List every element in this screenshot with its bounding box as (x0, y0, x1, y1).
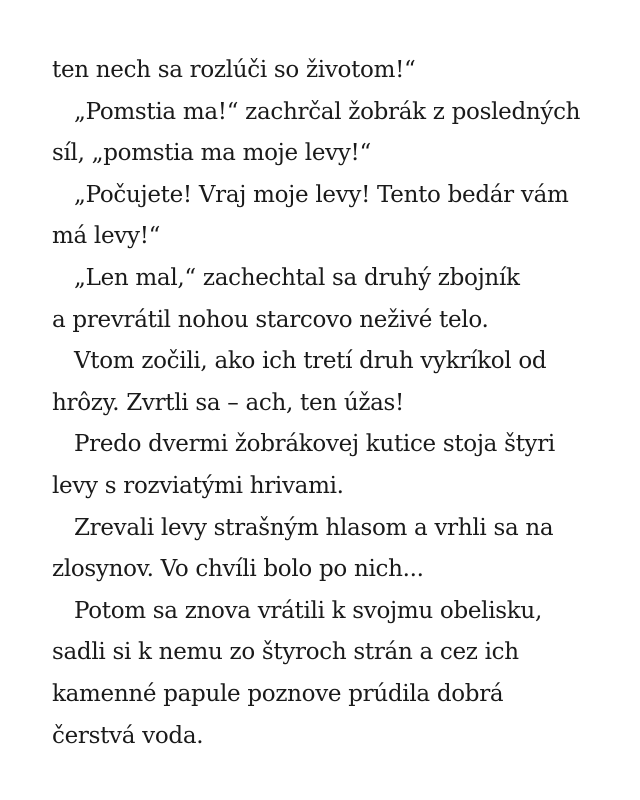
text-line: ten nech sa rozlúči so životom!“ (52, 57, 416, 83)
text-line: Potom sa znova vrátili k svojmu obelisku, (74, 597, 542, 624)
text-line: „Pomstia ma!“ zachrčal žobrák z posledných (74, 98, 581, 125)
text-line: kamenné papule poznove prúdila dobrá (52, 680, 504, 707)
text-line: levy s rozviatými hrivami. (52, 472, 344, 499)
text-line: a prevrátil nohou starcovo neživé telo. (52, 306, 489, 333)
story-text (52, 50, 612, 757)
text-line: má levy!“ (52, 223, 161, 250)
text-line: Vtom zočili, ako ich tretí druh vykríkol od (74, 348, 547, 375)
text-line: Predo dvermi žobrákovej kutice stoja štyri (74, 431, 555, 458)
text-line: čerstvá voda. (52, 722, 204, 749)
text-line: síl, „pomstia ma moje levy!“ (52, 140, 371, 167)
text-line: Zrevali levy strašným hlasom a vrhli sa na (74, 514, 554, 541)
text-line: hrôzy. Zvrtli sa – ach, ten úžas! (52, 389, 405, 416)
text-line: zlosynov. Vo chvíli bolo po nich... (52, 556, 424, 583)
text-line: sadli si k nemu zo štyroch strán a cez ich (52, 639, 519, 666)
text-line: „Len mal,“ zachechtal sa druhý zbojník (74, 264, 520, 291)
text-line: „Počujete! Vraj moje levy! Tento bedár vám (74, 181, 569, 208)
